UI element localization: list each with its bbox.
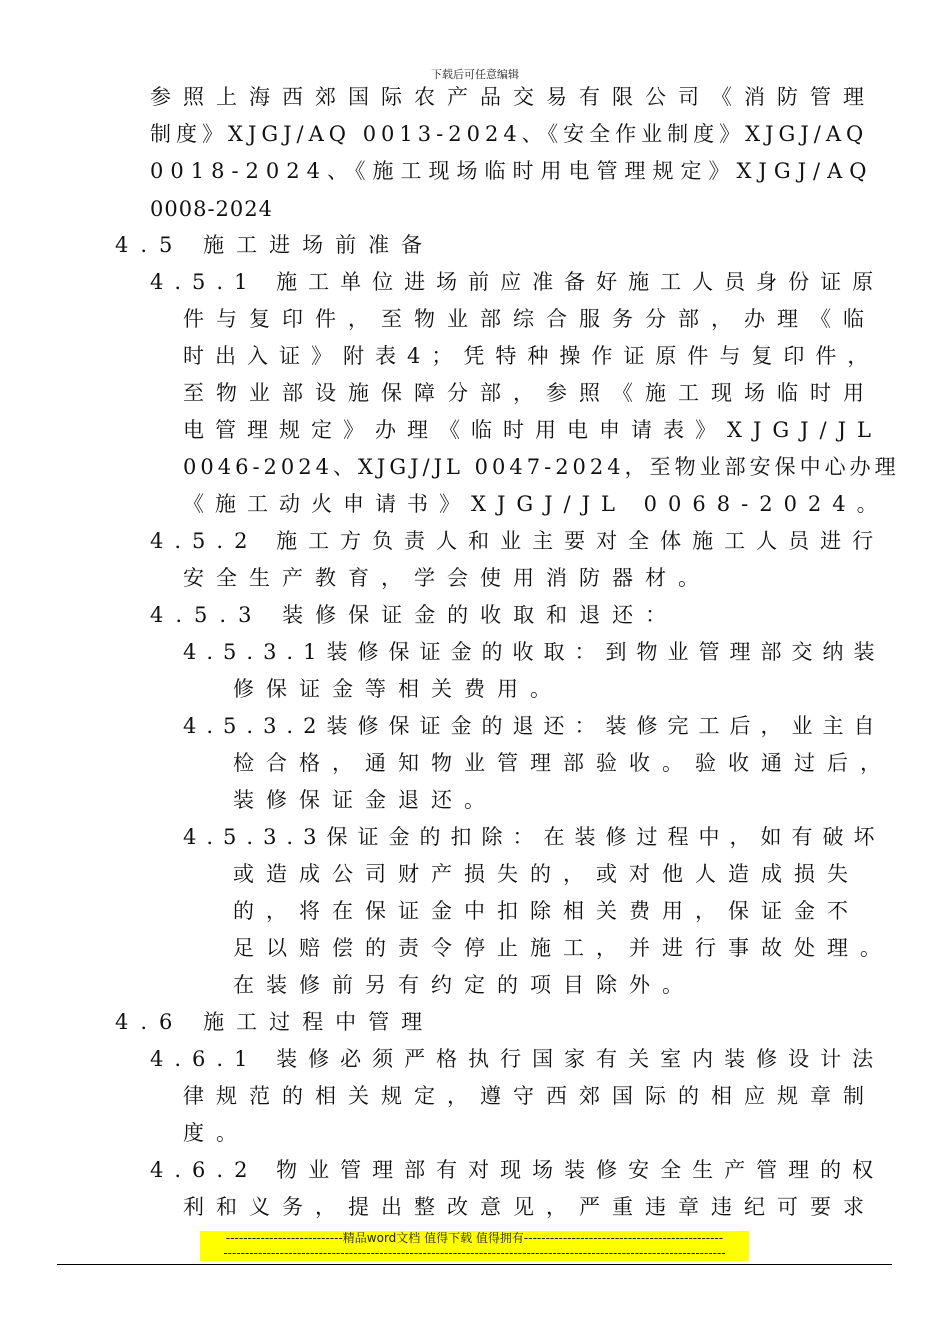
clause-4-5-3-2-cont: 检合格，通知物业管理部验收。验收通过后， (233, 751, 893, 775)
body-line: 制度》XJGJ/AQ 0013-2024、《安全作业制度》XJGJ/AQ (150, 122, 869, 146)
clause-4-5-3-3-cont: 或造成公司财产损失的，或对他人造成损失 (233, 862, 860, 886)
clause-4-5-3-1: 4.5.3.1装修保证金的收取：到物业管理部交纳装 (183, 640, 885, 664)
footer-rule (57, 1264, 892, 1265)
body-line: 0008-2024 (150, 197, 273, 221)
clause-4-5-1-cont: 0046-2024、XJGJ/JL 0047-2024，至物业部安保中心办理 (183, 455, 900, 479)
clause-4-5-3-1-cont: 修保证金等相关费用。 (233, 677, 563, 701)
section-heading-4-5: 4.5 施工进场前准备 (115, 233, 435, 257)
clause-4-5-1-cont: 件与复印件，至物业部综合服务分部，办理《临 (183, 307, 876, 331)
clause-4-5-3-3-cont: 在装修前另有约定的项目除外。 (233, 973, 695, 997)
clause-4-5-1-cont: 至物业部设施保障分部，参照《施工现场临时用 (183, 381, 876, 405)
footer-banner-dashes: -------------------------------------------------------------------------------------------------------------------- (223, 1246, 726, 1260)
clause-4-5-3-3-cont: 的，将在保证金中扣除相关费用，保证金不 (233, 899, 860, 923)
clause-4-6-1-cont: 度。 (183, 1121, 249, 1145)
clause-4-5-3-2: 4.5.3.2装修保证金的退还：装修完工后，业主自 (183, 714, 885, 738)
clause-4-5-3-2-cont: 装修保证金退还。 (233, 788, 497, 812)
clause-4-5-3: 4.5.3 装修保证金的收取和退还： (150, 603, 679, 627)
clause-4-6-1: 4.6.1 装修必须严格执行国家有关室内装修设计法 (150, 1047, 885, 1071)
clause-4-6-2: 4.6.2 物业管理部有对现场装修安全生产管理的权 (150, 1158, 885, 1182)
clause-4-6-1-cont: 律规范的相关规定，遵守西郊国际的相应规章制 (183, 1084, 876, 1108)
clause-4-6-2-cont: 利和义务，提出整改意见，严重违章违纪可要求 (183, 1195, 876, 1219)
clause-4-5-1: 4.5.1 施工单位进场前应准备好施工人员身份证原 (150, 270, 885, 294)
header-note: 下载后可任意编辑 (431, 68, 519, 81)
clause-4-5-1-cont: 时出入证》附表4；凭特种操作证原件与复印件， (183, 344, 880, 368)
body-line: 参照上海西郊国际农产品交易有限公司《消防管理 (150, 85, 876, 109)
section-heading-4-6: 4.6 施工过程中管理 (115, 1010, 435, 1034)
footer-banner-text: ---------------------------精品word文档 值得下载 值得拥有---------------------------------------------- (225, 1231, 724, 1245)
clause-4-5-3-3: 4.5.3.3保证金的扣除：在装修过程中，如有破坏 (183, 825, 885, 849)
clause-4-5-3-3-cont: 足以赔偿的责令停止施工，并进行事故处理。 (233, 936, 893, 960)
clause-4-5-1-cont: 《施工动火申请书》XJGJ/JL 0068-2024。 (183, 492, 889, 516)
body-line: 0018-2024、《施工现场临时用电管理规定》XJGJ/AQ (150, 159, 874, 183)
clause-4-5-2: 4.5.2 施工方负责人和业主要对全体施工人员进行 (150, 529, 885, 553)
clause-4-5-2-cont: 安全生产教育，学会使用消防器材。 (183, 566, 711, 590)
clause-4-5-1-cont: 电管理规定》办理《临时用电申请表》XJGJ/JL (183, 418, 882, 442)
